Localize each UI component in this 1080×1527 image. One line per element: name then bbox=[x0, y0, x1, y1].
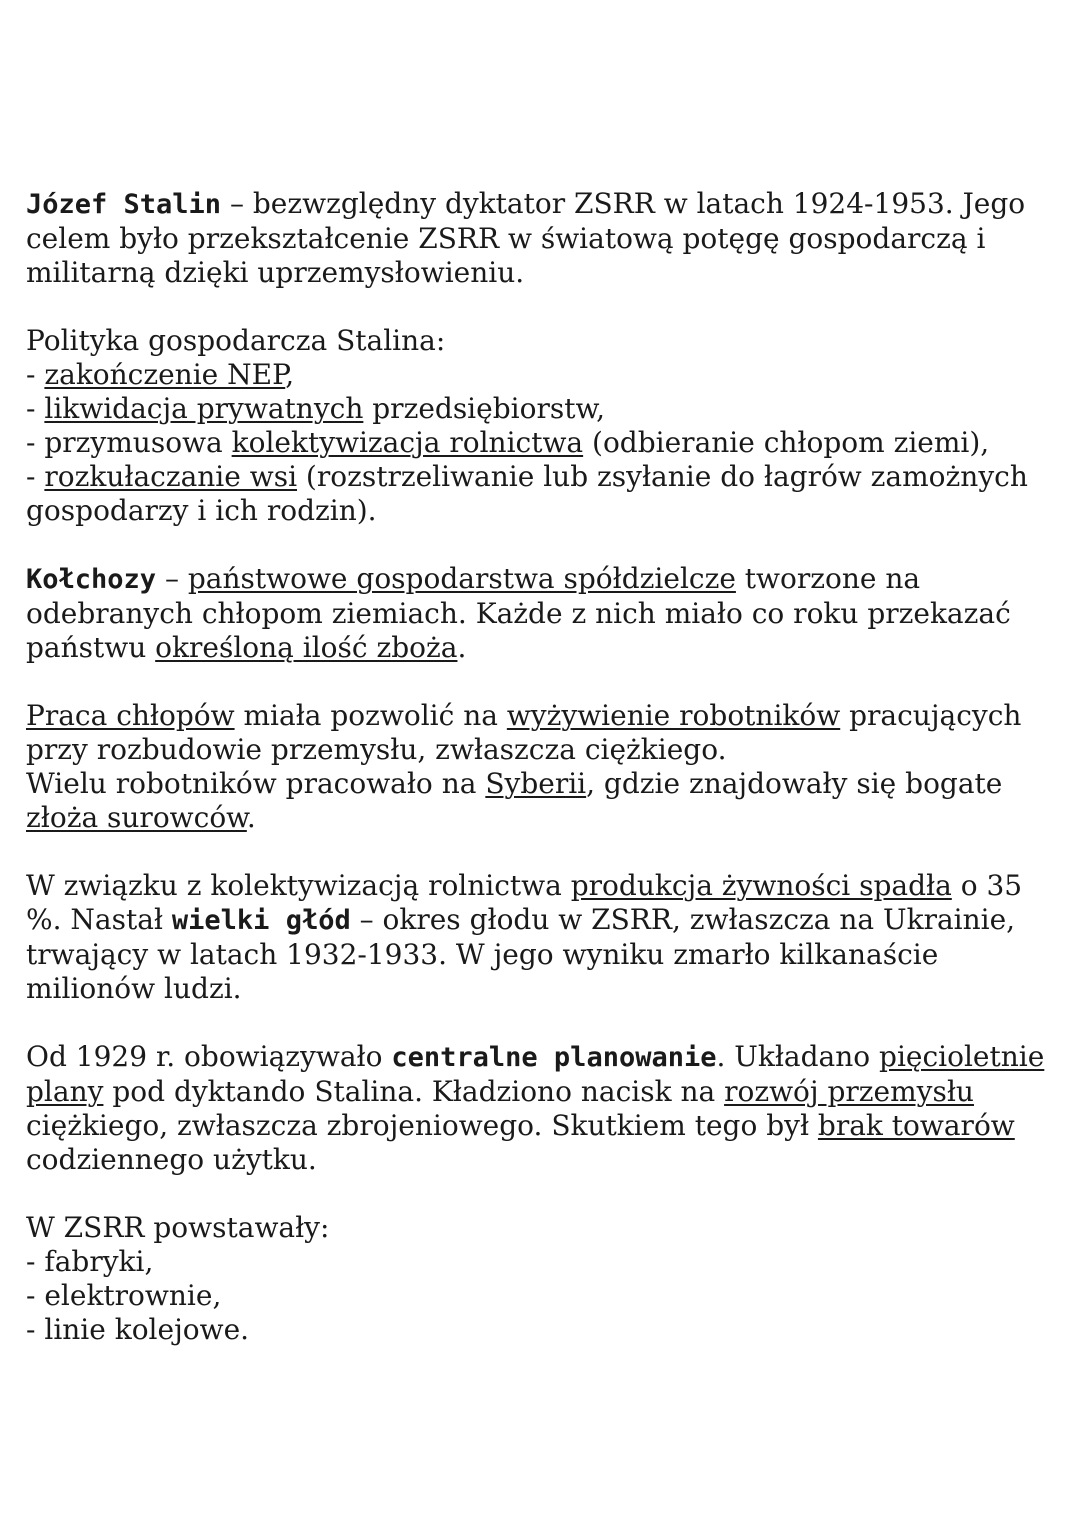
term-kolchozy: Kołchozy bbox=[26, 564, 157, 595]
economic-policy-heading: Polityka gospodarcza Stalina: bbox=[26, 324, 446, 357]
paragraph-stalin bbox=[26, 187, 1056, 290]
paragraph-kolchozy: Kołchozy – państwowe gospodarstwa spółdzielcze tworzone na odebranych chłopom ziemiach. Każde z nich miało co roku przekazać państwu określoną ilość zboża. bbox=[26, 562, 1011, 664]
term-wielki-glod: wielki głód bbox=[171, 905, 351, 936]
paragraph-economic-policy bbox=[26, 324, 1056, 528]
list-item: - likwidacja prywatnych przedsiębiorstw, bbox=[26, 392, 605, 425]
list-item: - rozkułaczanie wsi (rozstrzeliwanie lub zsyłanie do łagrów zamożnych gospodarzy i ich rodzin). bbox=[26, 460, 1028, 527]
list-item: - zakończenie NEP, bbox=[26, 358, 295, 391]
document-page bbox=[26, 187, 1056, 1347]
list-item: - elektrownie, bbox=[26, 1279, 222, 1312]
stalin-definition: – bezwzględny dyktator ZSRR w latach 1924-1953. Jego celem było przekształcenie ZSRR w światową potęgę gospodarczą i militarną dzięki uprzemysłowieniu. bbox=[26, 187, 1026, 289]
built-heading: W ZSRR powstawały: bbox=[26, 1211, 330, 1244]
list-item: - przymusowa kolektywizacja rolnictwa (odbieranie chłopom ziemi), bbox=[26, 426, 990, 459]
paragraph-built-in-ussr bbox=[26, 1211, 1056, 1347]
list-item: - linie kolejowe. bbox=[26, 1313, 250, 1346]
paragraph-central-planning: Od 1929 r. obowiązywało centralne planowanie. Układano pięcioletnie plany pod dyktando Stalina. Kładziono nacisk na rozwój przemysłu ciężkiego, zwłaszcza zbrojeniowego. Skutkiem tego był brak towarów codziennego użytku. bbox=[26, 1040, 1045, 1176]
term-jozef-stalin: Józef Stalin bbox=[26, 189, 222, 220]
list-item: - fabryki, bbox=[26, 1245, 154, 1278]
paragraph-peasant-labor: Praca chłopów miała pozwolić na wyżywienie robotników pracujących przy rozbudowie przemysłu, zwłaszcza ciężkiego. Wielu robotników pracowało na Syberii, gdzie znajdowały się bogate złoża surowców. bbox=[26, 699, 1022, 834]
paragraph-great-famine: W związku z kolektywizacją rolnictwa produkcja żywności spadła o 35 %. Nastał wielki głód – okres głodu w ZSRR, zwłaszcza na Ukrainie, trwający w latach 1932-1933. W jego wyniku zmarło kilkanaście milionów ludzi. bbox=[26, 869, 1023, 1005]
term-centralne-planowanie: centralne planowanie bbox=[391, 1042, 717, 1073]
